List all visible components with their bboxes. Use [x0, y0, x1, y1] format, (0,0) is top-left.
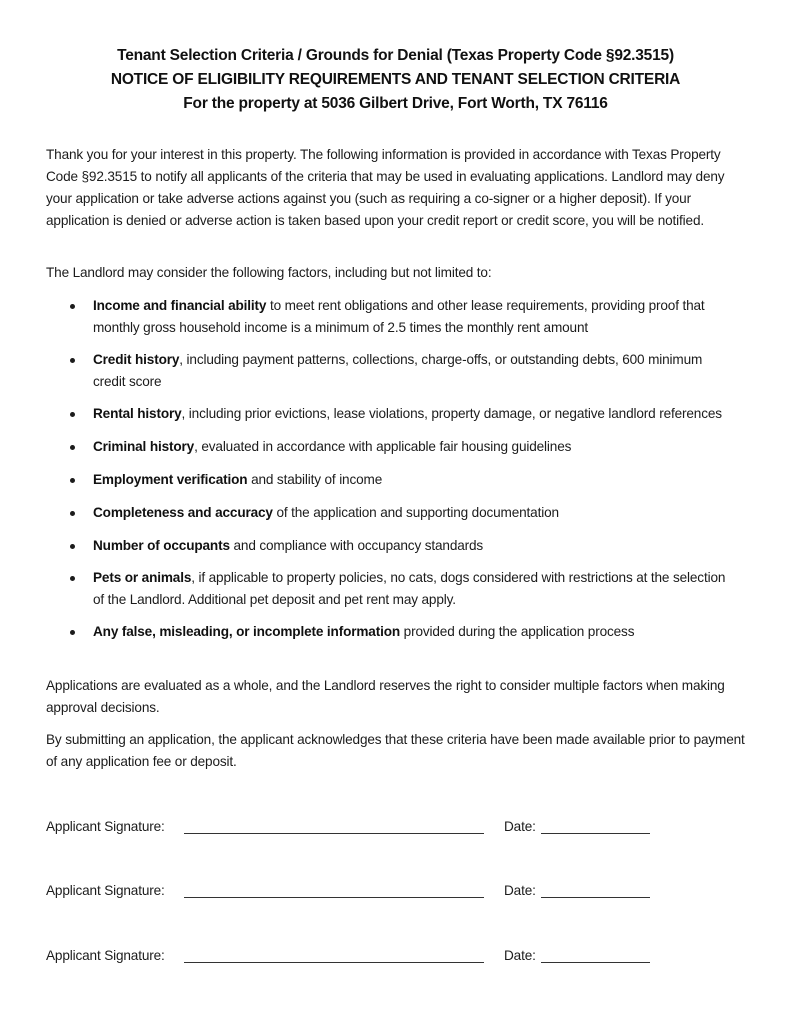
factor-heading: Credit history	[93, 352, 180, 367]
factor-text: to meet rent obligations and other lease requirements, providing proof that monthly gross household income is a minimum of 2.5 times the monthly rent amount	[93, 298, 705, 335]
factor-item	[46, 436, 746, 458]
bullet-icon	[70, 630, 75, 635]
signature-field[interactable]	[184, 833, 484, 834]
signature-label: Applicant Signature:	[46, 883, 165, 898]
factor-heading: Number of occupants	[93, 538, 230, 553]
bullet-icon	[70, 445, 75, 450]
factor-text: provided during the application process	[400, 624, 635, 639]
acknowledgment-paragraph: By submitting an application, the applicant acknowledges that these criteria have been made available prior to payment of any application fee or deposit.	[46, 732, 745, 769]
factor-text: , including prior evictions, lease violations, property damage, or negative landlord references	[181, 406, 722, 421]
document-subtitle: NOTICE OF ELIGIBILITY REQUIREMENTS AND TENANT SELECTION CRITERIA	[110, 71, 681, 88]
factors-list	[46, 295, 746, 643]
factor-heading: Criminal history	[93, 439, 195, 454]
factor-heading: Pets or animals	[93, 570, 192, 585]
signature-field[interactable]	[184, 962, 484, 963]
factor-item	[46, 469, 746, 491]
bullet-icon	[70, 412, 75, 417]
date-label: Date:	[504, 883, 536, 898]
signature-label: Applicant Signature:	[46, 819, 165, 834]
signature-row	[46, 880, 746, 902]
signature-row	[46, 945, 746, 967]
document-title: Tenant Selection Criteria / Grounds for Denial (Texas Property Code §92.3515)	[117, 47, 674, 64]
factor-item	[46, 567, 746, 611]
bullet-icon	[70, 358, 75, 363]
date-label: Date:	[504, 948, 536, 963]
factor-item	[46, 621, 746, 643]
factor-heading: Income and financial ability	[93, 298, 267, 313]
factor-text: and compliance with occupancy standards	[229, 538, 484, 553]
date-field[interactable]	[541, 962, 650, 963]
bullet-icon	[70, 544, 75, 549]
intro-paragraph: Thank you for your interest in this property. The following information is provided in accordance with Texas Property Code §92.3515 to notify all applicants of the criteria that may be used in evaluating applications. Landlord may deny your application or take adverse actions against you (such as requiring a co-signer or a higher deposit). If your application is denied or adverse action is taken based upon your credit report or credit score, you will be notified.	[46, 147, 725, 228]
signature-label: Applicant Signature:	[46, 948, 165, 963]
factor-text: and stability of income	[247, 472, 383, 487]
factor-heading: Completeness and accuracy	[93, 505, 273, 520]
date-label: Date:	[504, 819, 536, 834]
factor-heading: Rental history	[93, 406, 182, 421]
bullet-icon	[70, 576, 75, 581]
bullet-icon	[70, 304, 75, 309]
factor-item	[46, 403, 746, 425]
signature-field[interactable]	[184, 897, 484, 898]
factor-text: of the application and supporting documentation	[272, 505, 559, 520]
factor-item	[46, 535, 746, 557]
factor-heading: Any false, misleading, or incomplete information	[93, 624, 401, 639]
document-header	[0, 44, 791, 116]
factors-lead-in: The Landlord may consider the following factors, including but not limited to:	[46, 265, 492, 280]
evaluation-paragraph: Applications are evaluated as a whole, and the Landlord reserves the right to consider multiple factors when making approval decisions.	[46, 678, 725, 715]
factor-item	[46, 502, 746, 524]
date-field[interactable]	[541, 833, 650, 834]
property-address-line: For the property at 5036 Gilbert Drive, Fort Worth, TX 76116	[183, 95, 608, 112]
date-field[interactable]	[541, 897, 650, 898]
bullet-icon	[70, 511, 75, 516]
signature-row	[46, 816, 746, 838]
factor-item	[46, 349, 746, 393]
factor-text: , if applicable to property policies, no cats, dogs considered with restrictions at the selection of the Landlord. Additional pet deposit and pet rent may apply.	[93, 570, 726, 607]
factor-item	[46, 295, 746, 339]
factor-text: , evaluated in accordance with applicable fair housing guidelines	[194, 439, 572, 454]
factor-text: , including payment patterns, collections, charge-offs, or outstanding debts, 600 minimum credit score	[93, 352, 703, 389]
factor-heading: Employment verification	[93, 472, 248, 487]
bullet-icon	[70, 478, 75, 483]
